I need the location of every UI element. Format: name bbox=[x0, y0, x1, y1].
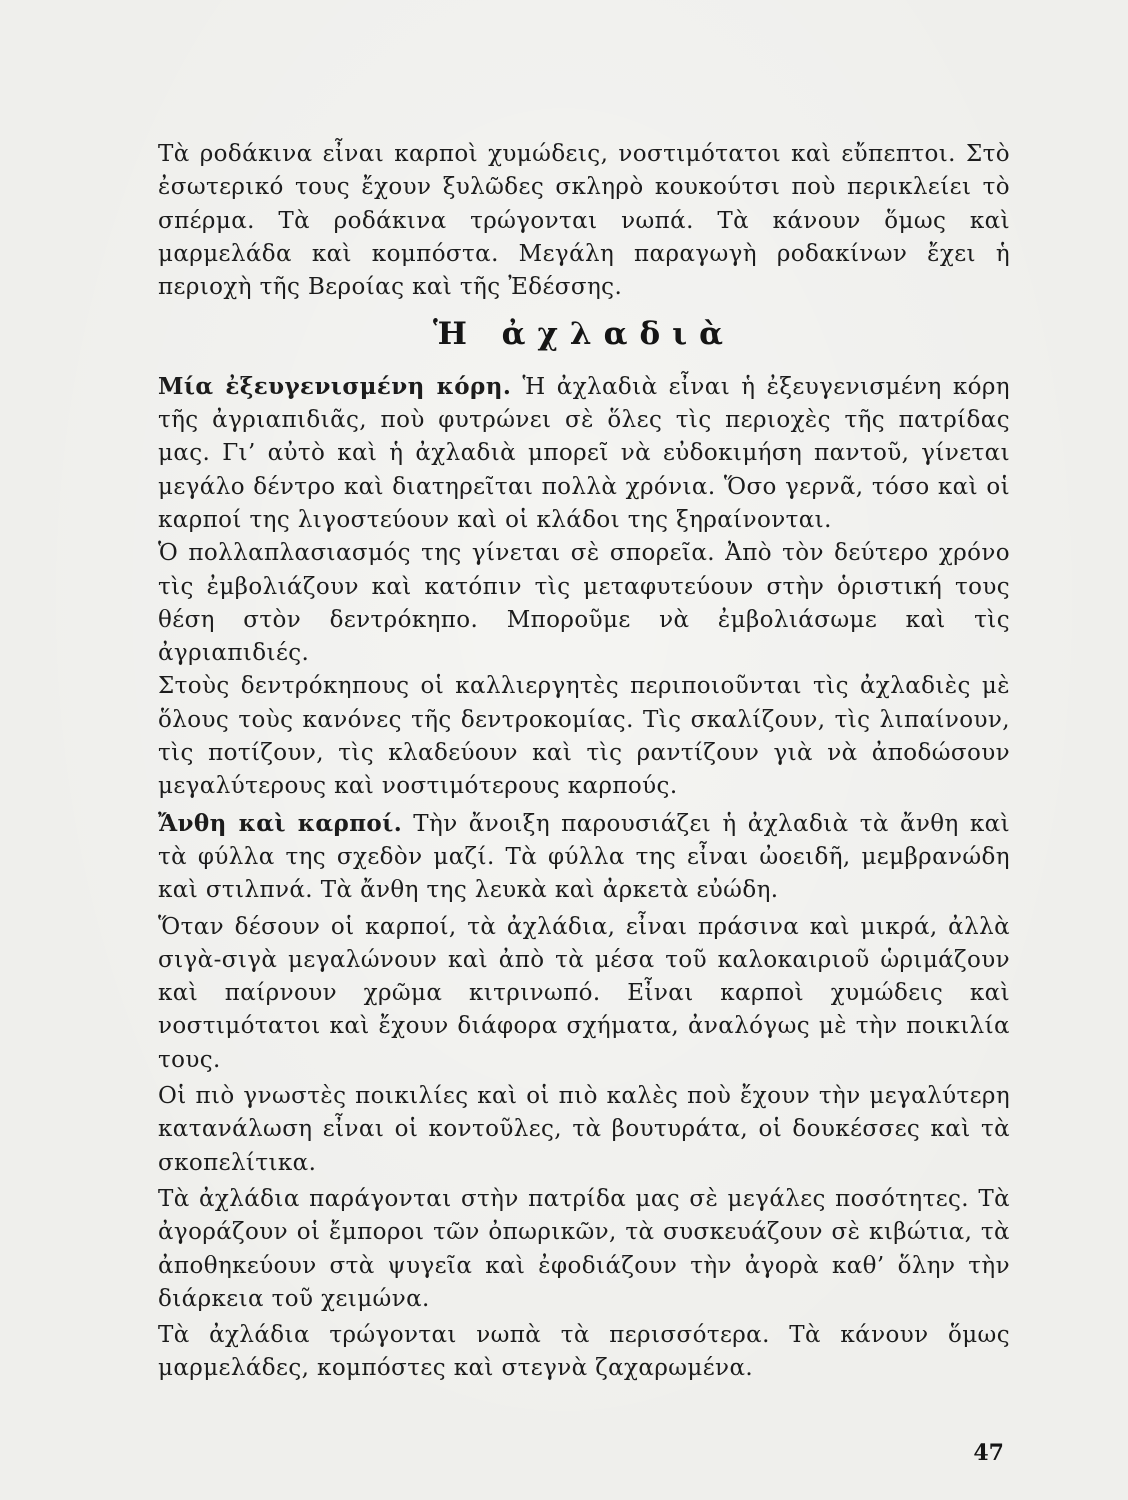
run-in-heading-2: Ἄνθη καὶ καρποί. bbox=[158, 809, 403, 837]
paragraph-3: Στοὺς δεντρόκηπους οἱ καλλιεργητὲς περιποιοῦνται τὶς ἀχλαδιὲς μὲ ὅλους τοὺς κανόνες τῆς δεντροκομίας. Τὶς σκαλίζουν, τὶς λιπαίνουν, τὶς ποτίζουν, τὶς κλαδεύουν καὶ τὶς ραντίζουν γιὰ νὰ ἀποδώσουν μεγαλύτερους καὶ νοστιμότερους καρπούς. bbox=[158, 673, 1010, 800]
paragraph-1-text: Ἡ ἀχλαδιὰ εἶναι ἡ ἐξευγενισμένη κόρη τῆς ἀγριαπιδιᾶς, ποὺ φυτρώνει σὲ ὅλες τὶς περιοχὲς τῆς πατρίδας μας. Γι’ αὐτὸ καὶ ἡ ἀχλαδιὰ μπορεῖ νὰ εὐδοκιμήση παντοῦ, γίνεται μεγάλο δέντρο καὶ διατηρεῖται πολλὰ χρόνια. Ὅσο γερνᾶ, τόσο καὶ οἱ καρποί της λιγοστεύουν καὶ οἱ κλάδοι της ξηραίνονται. bbox=[158, 373, 1010, 533]
paragraph-7: Τὰ ἀχλάδια παράγονται στὴν πατρίδα μας σὲ μεγάλες ποσότητες. Τὰ ἀγοράζουν οἱ ἔμποροι τῶν ὀπωρικῶν, τὰ συσκευάζουν σὲ κιβώτια, τὰ ἀποθηκεύουν στὰ ψυγεῖα καὶ ἐφοδιάζουν τὴν ἀγορὰ καθ’ ὅλην τὴν διάρκεια τοῦ χειμώνα. bbox=[158, 1185, 1010, 1312]
paragraph-6: Οἱ πιὸ γνωστὲς ποικιλίες καὶ οἱ πιὸ καλὲς ποὺ ἔχουν τὴν μεγαλύτερη κατανάλωση εἶναι οἱ κοντοῦλες, τὰ βουτυράτα, οἱ δουκέσσες καὶ τὰ σκοπελίτικα. bbox=[158, 1083, 1010, 1176]
paragraph-4-text: Τὴν ἄνοιξη παρουσιάζει ἡ ἀχλαδιὰ τὰ ἄνθη καὶ τὰ φύλλα της σχεδὸν μαζί. Τὰ φύλλα της εἶναι ὠοειδῆ, μεμβρανώδη καὶ στιλπνά. Τὰ ἄνθη της λευκὰ καὶ ἀρκετὰ εὐώδη. bbox=[158, 810, 1010, 904]
page-text bbox=[158, 138, 1010, 1386]
paragraph-8: Τὰ ἀχλάδια τρώγονται νωπὰ τὰ περισσότερα. Τὰ κάνουν ὅμως μαρμελάδες, κομπόστες καὶ στεγνὰ ζαχαρωμένα. bbox=[158, 1322, 1010, 1382]
run-in-heading-1: Μία ἐξευγενισμένη κόρη. bbox=[158, 372, 512, 400]
paragraph-2: Ὁ πολλαπλασιασμός της γίνεται σὲ σπορεῖα. Ἀπὸ τὸν δεύτερο χρόνο τὶς ἐμβολιάζουν καὶ κατόπιν τὶς μεταφυτεύουν στὴν ὁριστική τους θέση στὸν δεντρόκηπο. Μποροῦμε νὰ ἐμβολιάσωμε καὶ τὶς ἀγριαπιδιές. bbox=[158, 540, 1010, 667]
page-number: 47 bbox=[973, 1440, 1004, 1466]
section-heading: Ἡ ἀχλαδιὰ bbox=[432, 316, 736, 353]
intro-paragraph: Τὰ ροδάκινα εἶναι καρποὶ χυμώδεις, νοστιμότατοι καὶ εὔπεπτοι. Στὸ ἐσωτερικό τους ἔχουν ξυλῶδες σκληρὸ κουκούτσι ποὺ περικλείει τὸ σπέρμα. Τὰ ροδάκινα τρώγονται νωπά. Τὰ κάνουν ὅμως καὶ μαρμελάδα καὶ κομπόστα. Μεγάλη παραγωγὴ ροδακίνων ἔχει ἡ περιοχὴ τῆς Βεροίας καὶ τῆς Ἐδέσσης. bbox=[158, 141, 1010, 301]
paragraph-4 bbox=[158, 807, 1010, 908]
paragraph-5: Ὅταν δέσουν οἱ καρποί, τὰ ἀχλάδια, εἶναι πράσινα καὶ μικρά, ἀλλὰ σιγὰ-σιγὰ μεγαλώνουν καὶ ἀπὸ τὰ μέσα τοῦ καλοκαιριοῦ ὡριμάζουν καὶ παίρνουν χρῶμα κιτρινωπό. Εἶναι καρποὶ χυμώδεις καὶ νοστιμότατοι καὶ ἔχουν διάφορα σχήματα, ἀναλόγως μὲ τὴν ποικιλία τους. bbox=[158, 913, 1010, 1073]
paragraph-1 bbox=[158, 370, 1010, 537]
